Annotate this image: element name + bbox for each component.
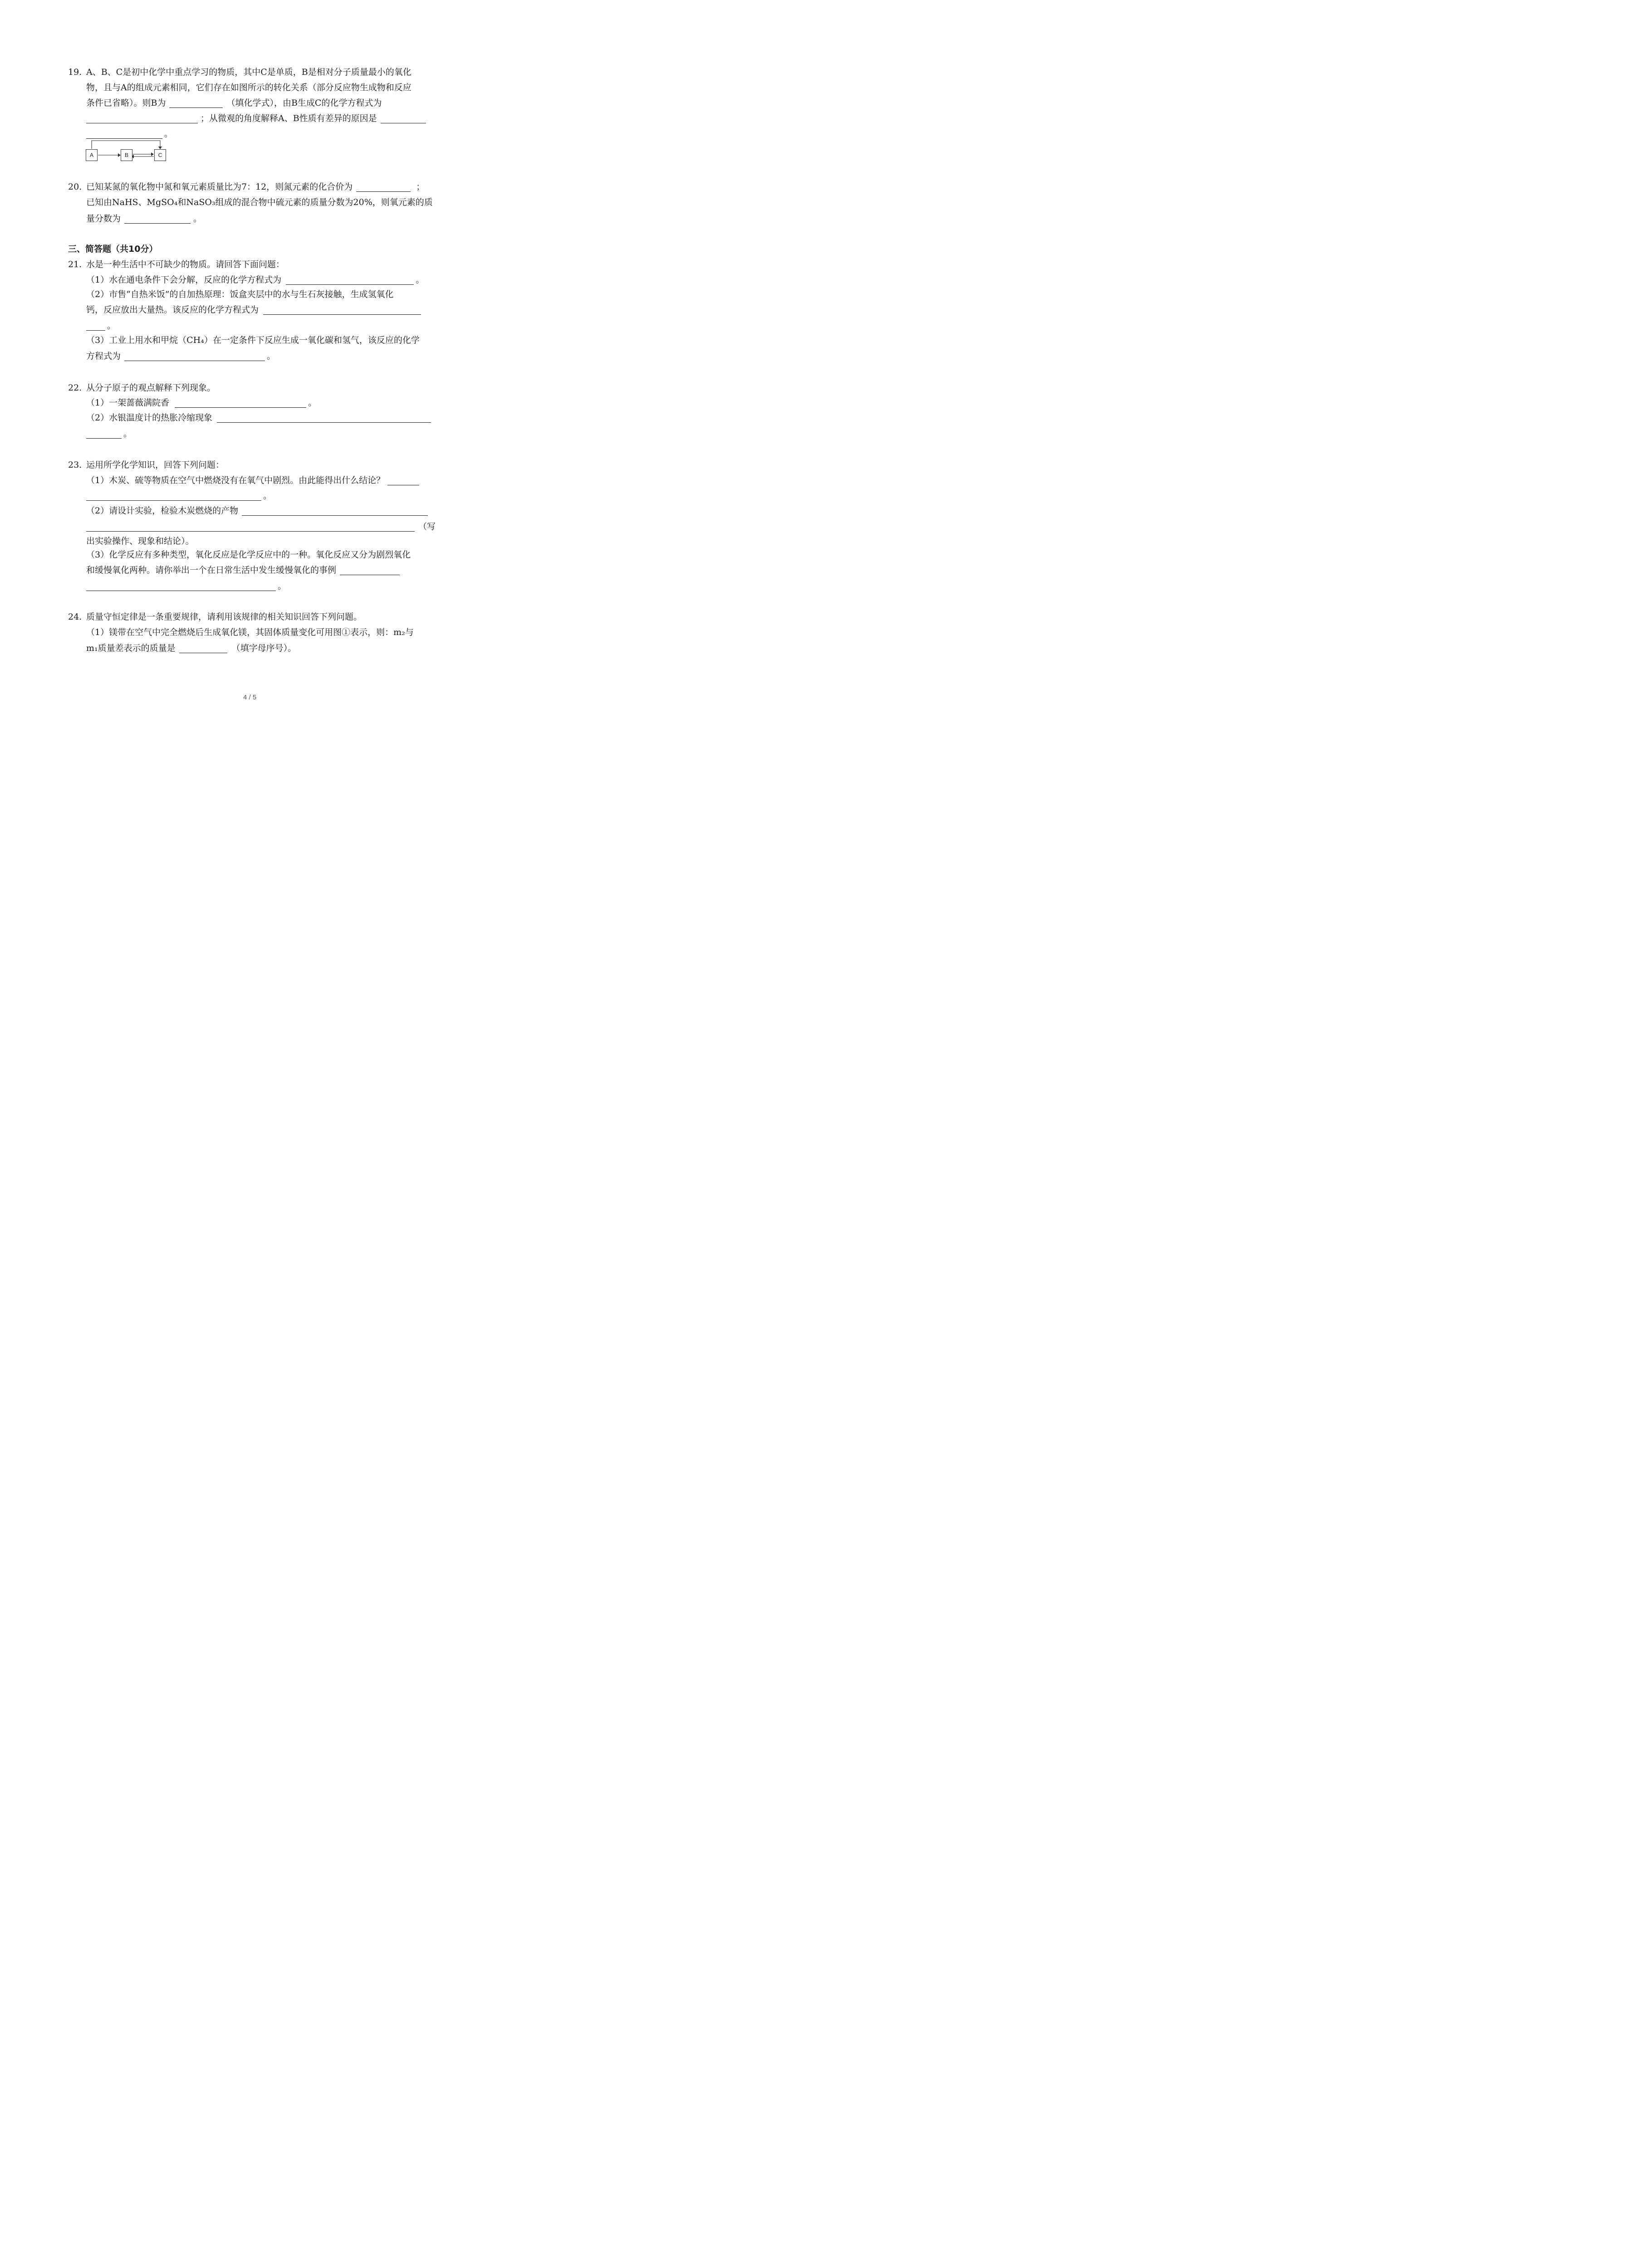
q20-line1: 已知某氮的氧化物中氮和氧元素质量比为7：12，则氮元素的化合价为 ； (86, 182, 425, 192)
q23-part2-line3: 出实验操作、现象和结论）。 (86, 536, 194, 546)
q19-line4: ；从微观的角度解释A、B性质有差异的原因是 (86, 113, 426, 124)
q19-blank-reason-1[interactable] (381, 113, 426, 123)
q21-part2-line2: 钙，反应放出大量热。该反应的化学方程式为 (86, 304, 421, 315)
section-heading: 三、简答题（共10分） (68, 244, 158, 254)
q19-line2: 物，且与A的组成元素相同，它们存在如图所示的转化关系（部分反应物生成物和反应 (86, 83, 411, 93)
q21-blank-2b[interactable] (86, 320, 105, 331)
q24-stem: 质量守恒定律是一条重要规律，请利用该规律的相关知识回答下列问题。 (86, 612, 362, 622)
q21-blank-1[interactable] (286, 274, 414, 285)
q24-blank-1[interactable] (179, 643, 227, 653)
q21-blank-3[interactable] (124, 351, 265, 361)
q23-blank-3b[interactable] (86, 581, 276, 591)
q24-part1-line1: （1）镁带在空气中完全燃烧后生成氧化镁，其固体质量变化可用图①表示，则：m₂与 (86, 627, 414, 637)
q23-number: 23. (68, 460, 82, 470)
page-number: 4 / 5 (243, 694, 257, 701)
q23-part2-line2: （写 (86, 521, 436, 532)
q23-blank-3a[interactable] (340, 565, 400, 575)
q23-part3-line3: 。 (86, 581, 286, 591)
q21-part2-line3: 。 (86, 320, 116, 331)
q23-part3-line2: 和缓慢氧化两种。请你举出一个在日常生活中发生缓慢氧化的事例 (86, 565, 400, 576)
q20-number: 20. (68, 182, 82, 192)
q23-part1-line2: 。 (86, 490, 272, 501)
q22-part1: （1）一架蔷薇满院香 。 (86, 398, 317, 408)
q19-line1: A、B、C是初中化学中重点学习的物质，其中C是单质，B是相对分子质量最小的氧化 (86, 67, 411, 77)
q20-line3: 量分数为 。 (86, 214, 202, 224)
q22-number: 22. (68, 383, 82, 393)
q20-line2: 已知由NaHS、MgSO₄和NaSO₃组成的混合物中硫元素的质量分数为20%，则氧元素的质 (86, 197, 433, 207)
q22-blank-1[interactable] (175, 397, 306, 408)
q19-blank-b[interactable] (169, 98, 223, 108)
q21-stem: 水是一种生活中不可缺少的物质。请回答下面问题： (86, 259, 285, 269)
q20-blank-valence[interactable] (356, 181, 411, 192)
q23-part3-line1: （3）化学反应有多种类型，氧化反应是化学反应中的一种。氧化反应又分为剧烈氧化 (86, 550, 411, 560)
q21-part2-line1: （2）市售“自热米饭”的自加热原理：饭盒夹层中的水与生石灰接触，生成氢氧化 (86, 289, 394, 299)
q21-number: 21. (68, 259, 82, 269)
q19-blank-equation[interactable] (86, 113, 198, 123)
q23-blank-2b[interactable] (86, 521, 415, 532)
q23-blank-1a[interactable] (387, 475, 419, 485)
q22-blank-2a[interactable] (217, 412, 431, 423)
q19-number: 19. (68, 67, 82, 77)
q23-part1-line1: （1）木炭、硫等物质在空气中燃烧没有在氧气中剧烈。由此能得出什么结论？ (86, 475, 419, 486)
q19-line5: 。 (86, 128, 173, 139)
q23-stem: 运用所学化学知识，回答下列问题： (86, 460, 225, 470)
q23-part2-line1: （2）请设计实验，检验木炭燃烧的产物 (86, 505, 428, 516)
diagram-node-a: A (86, 149, 98, 161)
q22-part2-line2: 。 (86, 428, 132, 439)
diagram-node-c: C (154, 149, 166, 161)
q22-blank-2b[interactable] (86, 428, 122, 439)
q20-blank-oxygen[interactable] (124, 213, 191, 224)
diagram-node-b: B (121, 149, 132, 161)
q19-diagram (85, 139, 167, 162)
q23-blank-2a[interactable] (242, 505, 428, 516)
q22-stem: 从分子原子的观点解释下列现象。 (86, 383, 216, 393)
q19-blank-reason-2[interactable] (86, 128, 162, 139)
q24-part1-line2: m₁质量差表示的质量是 （填字母序号）。 (86, 643, 297, 653)
q23-blank-1b[interactable] (86, 490, 261, 501)
q24-number: 24. (68, 612, 82, 622)
q21-part3-line2: 方程式为 。 (86, 351, 276, 361)
q22-part2-line1: （2）水银温度计的热胀冷缩现象 (86, 412, 431, 423)
q21-blank-2a[interactable] (263, 304, 421, 315)
q21-part1: （1）水在通电条件下会分解，反应的化学方程式为 。 (86, 275, 425, 285)
q19-line3: 条件已省略）。则B为 （填化学式），由B生成C的化学方程式为 (86, 98, 382, 108)
q21-part3-line1: （3）工业上用水和甲烷（CH₄）在一定条件下反应生成一氧化碳和氢气，该反应的化学 (86, 335, 420, 345)
